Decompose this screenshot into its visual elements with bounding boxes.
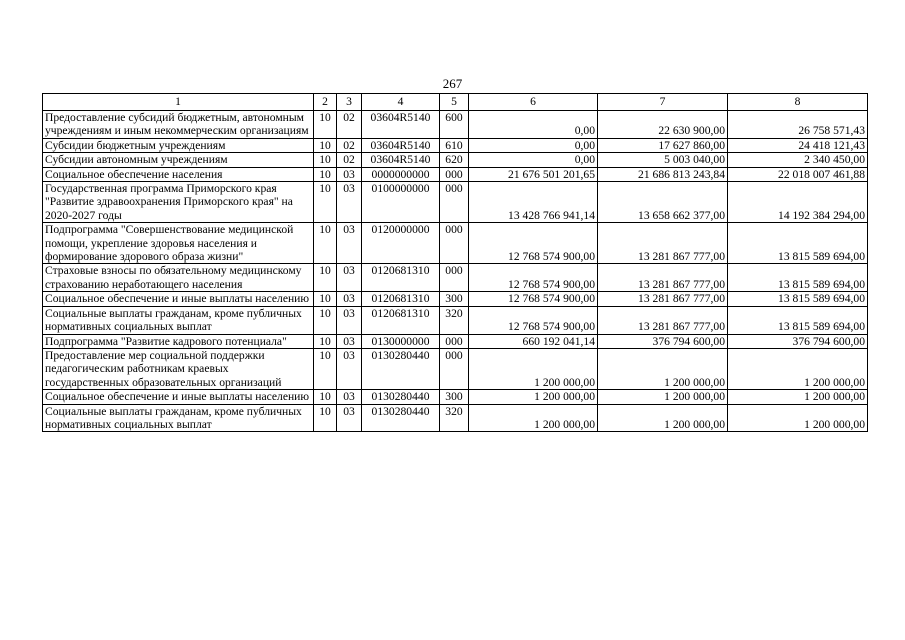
- row-subsection: 03: [337, 223, 362, 264]
- row-name: Страховые взносы по обязательному медицинскому страхованию неработающего населения: [43, 264, 314, 292]
- row-expense-type: 000: [440, 223, 469, 264]
- table-row: [43, 111, 868, 139]
- row-amount-col6: 21 676 501 201,65: [469, 167, 598, 181]
- row-subsection: 03: [337, 264, 362, 292]
- row-amount-col8: 22 018 007 461,88: [728, 167, 868, 181]
- row-amount-col6: 13 428 766 941,14: [469, 182, 598, 223]
- table-row: [43, 138, 868, 152]
- row-name: Предоставление субсидий бюджетным, автономным учреждениям и иным некоммерческим организациям: [43, 111, 314, 139]
- row-name: Субсидии автономным учреждениям: [43, 153, 314, 167]
- row-target-code: 0000000000: [362, 167, 440, 181]
- row-subsection: 03: [337, 390, 362, 404]
- row-amount-col7: 1 200 000,00: [598, 348, 728, 389]
- row-section: 10: [314, 153, 337, 167]
- row-amount-col8: 13 815 589 694,00: [728, 264, 868, 292]
- row-section: 10: [314, 138, 337, 152]
- row-amount-col8: 13 815 589 694,00: [728, 292, 868, 306]
- row-subsection: 03: [337, 334, 362, 348]
- row-section: 10: [314, 404, 337, 432]
- row-name: Государственная программа Приморского края "Развитие здравоохранения Приморского края" на 2020-2027 годы: [43, 182, 314, 223]
- row-amount-col7: 5 003 040,00: [598, 153, 728, 167]
- table-row: [43, 334, 868, 348]
- row-section: 10: [314, 390, 337, 404]
- row-amount-col8: 14 192 384 294,00: [728, 182, 868, 223]
- row-subsection: 03: [337, 292, 362, 306]
- row-section: 10: [314, 292, 337, 306]
- row-amount-col6: 1 200 000,00: [469, 390, 598, 404]
- row-subsection: 02: [337, 111, 362, 139]
- row-amount-col8: 1 200 000,00: [728, 348, 868, 389]
- header-cell: 5: [440, 94, 469, 111]
- row-expense-type: 000: [440, 264, 469, 292]
- row-target-code: 0120681310: [362, 306, 440, 334]
- header-cell: 2: [314, 94, 337, 111]
- header-cell: 3: [337, 94, 362, 111]
- row-section: 10: [314, 306, 337, 334]
- row-target-code: 0120681310: [362, 292, 440, 306]
- row-target-code: 03604R5140: [362, 138, 440, 152]
- row-section: 10: [314, 348, 337, 389]
- row-expense-type: 320: [440, 404, 469, 432]
- row-amount-col6: 12 768 574 900,00: [469, 306, 598, 334]
- row-amount-col6: 1 200 000,00: [469, 404, 598, 432]
- row-amount-col7: 13 658 662 377,00: [598, 182, 728, 223]
- row-amount-col7: 17 627 860,00: [598, 138, 728, 152]
- row-name: Социальное обеспечение и иные выплаты населению: [43, 292, 314, 306]
- header-row: [43, 94, 868, 111]
- row-target-code: 0130000000: [362, 334, 440, 348]
- row-section: 10: [314, 111, 337, 139]
- row-expense-type: 610: [440, 138, 469, 152]
- row-section: 10: [314, 167, 337, 181]
- row-expense-type: 000: [440, 182, 469, 223]
- row-amount-col8: 1 200 000,00: [728, 404, 868, 432]
- row-amount-col7: 1 200 000,00: [598, 404, 728, 432]
- row-amount-col7: 13 281 867 777,00: [598, 264, 728, 292]
- row-amount-col7: 21 686 813 243,84: [598, 167, 728, 181]
- row-name: Социальное обеспечение населения: [43, 167, 314, 181]
- row-expense-type: 300: [440, 390, 469, 404]
- row-amount-col8: 376 794 600,00: [728, 334, 868, 348]
- row-target-code: 0100000000: [362, 182, 440, 223]
- row-amount-col6: 660 192 041,14: [469, 334, 598, 348]
- table-row: [43, 264, 868, 292]
- header-cell: 6: [469, 94, 598, 111]
- row-subsection: 02: [337, 153, 362, 167]
- row-subsection: 03: [337, 404, 362, 432]
- header-cell: 4: [362, 94, 440, 111]
- row-name: Субсидии бюджетным учреждениям: [43, 138, 314, 152]
- row-target-code: 03604R5140: [362, 111, 440, 139]
- row-name: Социальные выплаты гражданам, кроме публичных нормативных социальных выплат: [43, 306, 314, 334]
- table-row: [43, 390, 868, 404]
- row-subsection: 03: [337, 306, 362, 334]
- row-expense-type: 600: [440, 111, 469, 139]
- table-row: [43, 348, 868, 389]
- row-target-code: 0130280440: [362, 404, 440, 432]
- row-target-code: 0120681310: [362, 264, 440, 292]
- row-amount-col6: 1 200 000,00: [469, 348, 598, 389]
- row-target-code: 0130280440: [362, 348, 440, 389]
- row-name: Подпрограмма "Совершенствование медицинской помощи, укрепление здоровья населения и формирование здорового образа жизни": [43, 223, 314, 264]
- row-target-code: 0130280440: [362, 390, 440, 404]
- row-expense-type: 620: [440, 153, 469, 167]
- row-amount-col8: 13 815 589 694,00: [728, 223, 868, 264]
- page-number: 267: [442, 76, 463, 91]
- row-amount-col6: 0,00: [469, 138, 598, 152]
- row-amount-col7: 376 794 600,00: [598, 334, 728, 348]
- row-amount-col7: 22 630 900,00: [598, 111, 728, 139]
- header-cell: 7: [598, 94, 728, 111]
- table-row: [43, 182, 868, 223]
- row-expense-type: 000: [440, 167, 469, 181]
- row-name: Предоставление мер социальной поддержки педагогическим работникам краевых государственных образовательных организаций: [43, 348, 314, 389]
- row-target-code: 03604R5140: [362, 153, 440, 167]
- row-expense-type: 000: [440, 348, 469, 389]
- row-amount-col7: 13 281 867 777,00: [598, 292, 728, 306]
- table-row: [43, 404, 868, 432]
- row-amount-col8: 1 200 000,00: [728, 390, 868, 404]
- row-amount-col8: 24 418 121,43: [728, 138, 868, 152]
- row-amount-col6: 12 768 574 900,00: [469, 292, 598, 306]
- row-amount-col8: 2 340 450,00: [728, 153, 868, 167]
- row-subsection: 02: [337, 138, 362, 152]
- table-row: [43, 306, 868, 334]
- row-name: Подпрограмма "Развитие кадрового потенциала": [43, 334, 314, 348]
- row-section: 10: [314, 182, 337, 223]
- row-target-code: 0120000000: [362, 223, 440, 264]
- budget-table: [42, 93, 868, 432]
- header-cell: 1: [43, 94, 314, 111]
- row-amount-col7: 13 281 867 777,00: [598, 223, 728, 264]
- row-amount-col6: 0,00: [469, 153, 598, 167]
- row-amount-col6: 12 768 574 900,00: [469, 223, 598, 264]
- table-row: [43, 223, 868, 264]
- row-amount-col7: 13 281 867 777,00: [598, 306, 728, 334]
- row-amount-col8: 13 815 589 694,00: [728, 306, 868, 334]
- row-subsection: 03: [337, 167, 362, 181]
- header-cell: 8: [728, 94, 868, 111]
- row-expense-type: 320: [440, 306, 469, 334]
- row-section: 10: [314, 264, 337, 292]
- row-name: Социальные выплаты гражданам, кроме публичных нормативных социальных выплат: [43, 404, 314, 432]
- row-amount-col7: 1 200 000,00: [598, 390, 728, 404]
- table-row: [43, 167, 868, 181]
- row-name: Социальное обеспечение и иные выплаты населению: [43, 390, 314, 404]
- row-amount-col6: 12 768 574 900,00: [469, 264, 598, 292]
- row-subsection: 03: [337, 348, 362, 389]
- row-section: 10: [314, 223, 337, 264]
- row-subsection: 03: [337, 182, 362, 223]
- row-section: 10: [314, 334, 337, 348]
- row-amount-col6: 0,00: [469, 111, 598, 139]
- row-amount-col8: 26 758 571,43: [728, 111, 868, 139]
- row-expense-type: 300: [440, 292, 469, 306]
- table-row: [43, 153, 868, 167]
- table-row: [43, 292, 868, 306]
- row-expense-type: 000: [440, 334, 469, 348]
